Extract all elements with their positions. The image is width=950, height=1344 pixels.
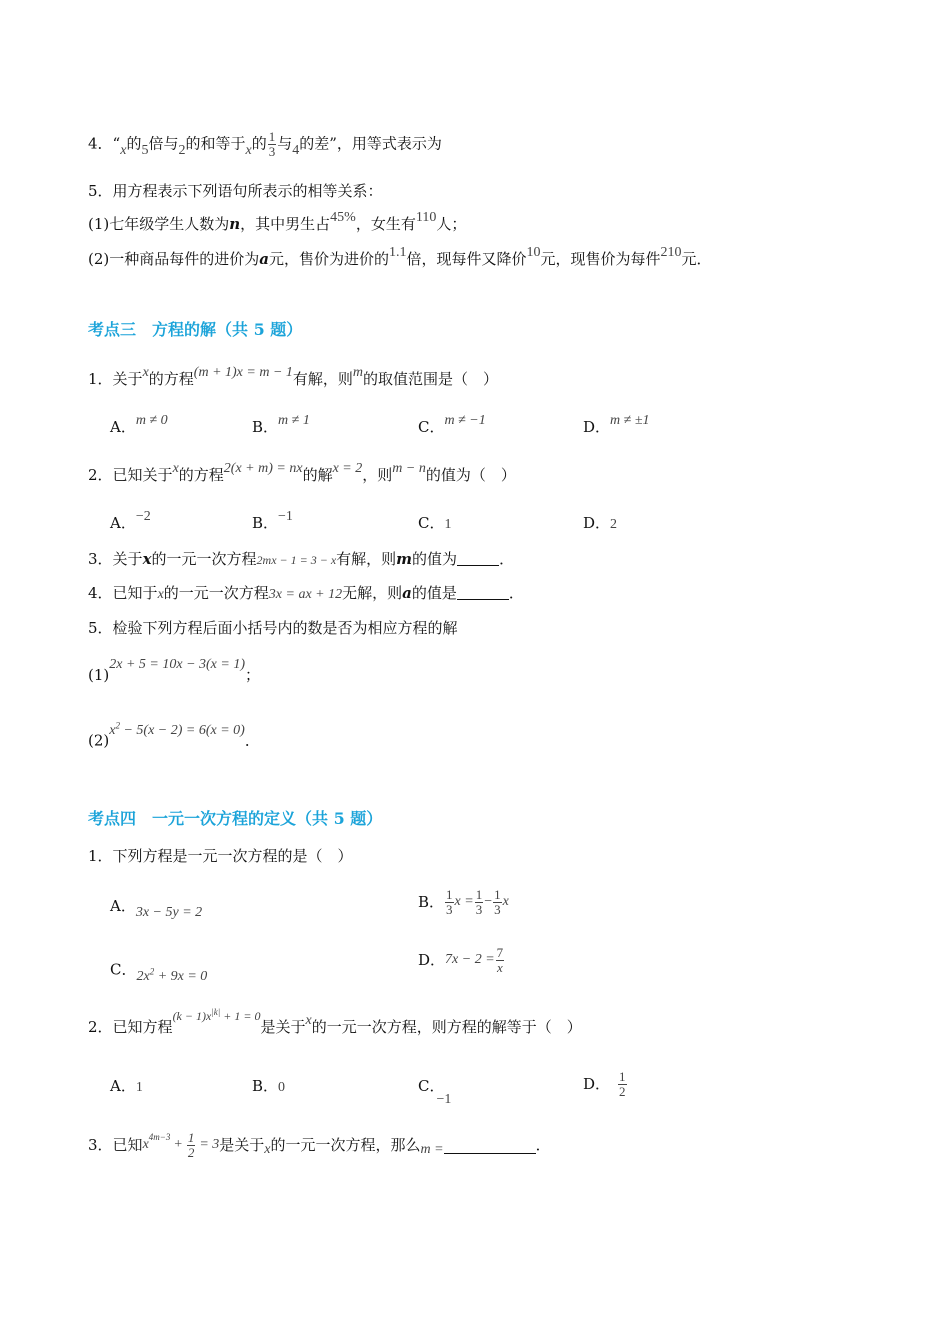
option-label: C． xyxy=(418,1077,445,1095)
s4q1-option-a[interactable] xyxy=(110,895,202,919)
math-var: a xyxy=(259,250,269,268)
fraction-numerator: 1 xyxy=(446,886,453,902)
question-5-part-1 xyxy=(88,210,467,237)
fraction-numerator: 1 xyxy=(268,129,276,144)
math-num: 10 xyxy=(526,245,541,260)
text: ，女生有 xyxy=(355,215,416,233)
text: 是关于 xyxy=(260,1018,306,1036)
question-text: 下列方程是一元一次方程的是（ ） xyxy=(112,847,353,865)
s4q2-option-a[interactable] xyxy=(110,1075,143,1099)
answer-blank[interactable] xyxy=(444,1137,536,1154)
fraction xyxy=(618,1070,627,1099)
question-number: 2． xyxy=(88,466,113,484)
math-equation: (m + 1)x = m − 1 xyxy=(193,365,293,380)
s4q2-option-d[interactable] xyxy=(583,1062,628,1106)
text: 关于 xyxy=(112,550,143,568)
answer-blank[interactable] xyxy=(457,549,499,566)
math-exponent: |k| xyxy=(211,1007,221,1017)
text: 是关于 xyxy=(219,1136,265,1154)
fraction-numerator: 7 xyxy=(496,944,504,960)
question-number: 4． xyxy=(88,584,113,602)
question-number: 3． xyxy=(88,1136,113,1154)
text: 的 xyxy=(251,134,267,153)
text: 的一元一次方程，那么 xyxy=(270,1136,421,1154)
option-label: B． xyxy=(252,514,279,532)
text: 的解 xyxy=(302,466,333,484)
math-text: 2x xyxy=(136,968,150,984)
math-var: x xyxy=(109,722,116,738)
text: 已知关于 xyxy=(112,466,173,484)
text: 人； xyxy=(436,215,467,233)
math-num: 1.1 xyxy=(389,245,407,260)
s3q5-part-2 xyxy=(88,720,260,754)
option-label: C． xyxy=(110,960,137,979)
question-4-prev xyxy=(88,130,442,159)
s4q1-option-c[interactable] xyxy=(110,955,207,983)
fraction xyxy=(493,888,502,917)
fraction xyxy=(445,888,454,917)
math-text: 7x − 2 = xyxy=(445,952,495,967)
text: 的值是 xyxy=(411,584,457,602)
text: 的值为（ ） xyxy=(425,466,516,484)
math-equation: x = 2 xyxy=(332,461,363,476)
math-var: x xyxy=(157,587,164,602)
text: 关于 xyxy=(112,370,143,388)
text: 已知 xyxy=(112,1136,143,1154)
text: 有解，则 xyxy=(292,370,353,388)
math-var: n xyxy=(229,215,241,233)
text: ． xyxy=(244,731,260,750)
text: 倍，现每件又降价 xyxy=(406,250,527,268)
s3q1-option-c[interactable] xyxy=(418,413,486,440)
s4-question-3 xyxy=(88,1125,551,1165)
text: 已知方程 xyxy=(112,1018,173,1036)
text: 元，售价为进价的 xyxy=(268,250,389,268)
text: 的 xyxy=(126,134,142,153)
math-equation xyxy=(143,1131,220,1160)
math-equation: 2(x + m) = nx xyxy=(223,461,303,476)
text: ． xyxy=(499,550,515,568)
text: (2)一种商品每件的进价为 xyxy=(88,250,260,268)
part-label: (2) xyxy=(88,731,110,750)
s3-question-5 xyxy=(88,617,458,639)
option-value xyxy=(136,966,208,984)
option-value: −2 xyxy=(135,509,151,524)
text: 的差”，用等式表示为 xyxy=(299,134,442,153)
math-var: x xyxy=(172,461,179,476)
option-value: 0 xyxy=(278,1080,286,1095)
math-text: (k − 1)x xyxy=(172,1009,212,1023)
text: 的方程 xyxy=(178,466,224,484)
s3q2-option-a[interactable] xyxy=(110,509,151,536)
fraction xyxy=(187,1131,196,1160)
math-equation xyxy=(109,720,245,738)
math-var: x xyxy=(245,142,252,158)
fraction-denominator: 3 xyxy=(494,901,501,917)
s3q1-option-a[interactable] xyxy=(110,413,168,440)
text: 的一元一次方程 xyxy=(163,584,269,602)
option-value: 2 xyxy=(610,517,618,532)
s3q2-option-c[interactable] xyxy=(418,512,451,536)
s3-question-1 xyxy=(88,365,499,392)
section-4-heading: 考点四 一元一次方程的定义（共 5 题） xyxy=(88,809,383,828)
section-3-heading: 考点三 方程的解（共 5 题） xyxy=(88,320,303,339)
s4q2-option-b[interactable] xyxy=(252,1075,285,1099)
text: 的一元一次方程，则方程的解等于（ ） xyxy=(311,1018,582,1036)
s4q1-option-b[interactable] xyxy=(418,882,509,922)
math-exponent: 2 xyxy=(115,720,120,730)
option-label: D． xyxy=(583,418,611,436)
math-exponent: 4m−3 xyxy=(148,1132,171,1142)
text: 有解，则 xyxy=(336,550,397,568)
math-num: 110 xyxy=(415,210,437,225)
option-value: −1 xyxy=(436,1092,452,1107)
fraction-denominator: 3 xyxy=(446,901,453,917)
text: 无解，则 xyxy=(342,584,403,602)
math-operator: − xyxy=(484,894,493,909)
math-num: 210 xyxy=(660,245,682,260)
option-label: A． xyxy=(110,418,136,436)
option-value: 3x − 5y = 2 xyxy=(135,905,203,920)
fraction-denominator: x xyxy=(497,959,503,975)
option-label: B． xyxy=(252,1077,279,1095)
math-var: m xyxy=(396,550,413,568)
math-num: 45% xyxy=(330,210,356,225)
option-label: A． xyxy=(110,514,136,532)
option-label: C． xyxy=(418,418,445,436)
text: 的方程 xyxy=(148,370,194,388)
math-equation: 2x + 5 = 10x − 3(x = 1) xyxy=(109,657,246,672)
math-exponent: 2 xyxy=(149,966,155,976)
text: 已知于 xyxy=(112,584,158,602)
s3q5-part-1 xyxy=(88,657,261,688)
s4q2-option-c[interactable] xyxy=(418,1075,459,1107)
fraction-denominator: 2 xyxy=(619,1083,626,1099)
question-number: 1． xyxy=(88,847,113,865)
text: 的和等于 xyxy=(185,134,246,153)
s3q2-option-d[interactable] xyxy=(583,512,617,536)
text: 与 xyxy=(277,134,293,153)
question-5-part-2 xyxy=(88,245,712,272)
option-value: m ≠ 1 xyxy=(278,413,310,428)
text: ，则 xyxy=(362,466,393,484)
fraction-denominator: 2 xyxy=(187,1144,195,1160)
math-var: x xyxy=(305,1013,312,1028)
option-value: −1 xyxy=(278,509,293,524)
fraction-denominator: 3 xyxy=(268,144,276,159)
option-value: m ≠ ±1 xyxy=(610,413,650,428)
fraction xyxy=(475,888,484,917)
s3q1-option-b[interactable] xyxy=(252,413,310,440)
s3q1-option-d[interactable] xyxy=(583,413,650,440)
math-equation: 2mx − 1 = 3 − x xyxy=(256,553,337,567)
s3-question-2 xyxy=(88,461,516,488)
fraction-numerator: 1 xyxy=(187,1129,195,1145)
text: ． xyxy=(508,584,524,602)
math-text: = 3 xyxy=(199,1137,220,1152)
option-value: 1 xyxy=(135,1080,143,1095)
question-number: 5． xyxy=(88,619,113,637)
math-text: x = xyxy=(454,894,474,909)
option-label: B． xyxy=(252,418,279,436)
text: 倍与 xyxy=(148,134,179,153)
text: “ xyxy=(112,134,121,153)
fraction xyxy=(268,130,277,159)
part-label: (1) xyxy=(88,666,110,684)
math-text: − 5(x − 2) = 6(x = 0) xyxy=(119,722,245,738)
question-number: 3． xyxy=(88,550,113,568)
math-var: x xyxy=(142,1137,149,1152)
text: 元． xyxy=(681,250,712,268)
option-label: A． xyxy=(110,1077,136,1095)
option-label: C． xyxy=(418,514,445,532)
fraction xyxy=(496,946,505,975)
option-label: D． xyxy=(418,951,446,969)
text: ． xyxy=(535,1136,551,1154)
text: (1)七年级学生人数为 xyxy=(88,215,230,233)
math-var: x xyxy=(142,550,152,568)
fraction-numerator: 1 xyxy=(475,886,483,902)
question-number: 2． xyxy=(88,1018,113,1036)
math-var: x xyxy=(142,365,149,380)
answer-blank[interactable] xyxy=(457,583,509,600)
s4q1-option-d[interactable] xyxy=(418,940,505,980)
math-num: 5 xyxy=(141,142,149,158)
question-number: 5． xyxy=(88,182,113,200)
question-text: 检验下列方程后面小括号内的数是否为相应方程的解 xyxy=(112,619,458,637)
option-value: 1 xyxy=(444,517,452,532)
text: 的一元一次方程 xyxy=(151,550,257,568)
s3-question-3 xyxy=(88,548,514,571)
fraction-denominator: 3 xyxy=(475,901,483,917)
text: 元，现售价为每件 xyxy=(540,250,661,268)
s3q2-option-b[interactable] xyxy=(252,509,293,536)
math-var: x xyxy=(264,1142,271,1157)
math-num: 2 xyxy=(178,142,186,158)
question-5-prev xyxy=(88,180,383,202)
question-number: 1． xyxy=(88,370,113,388)
option-label: D． xyxy=(583,514,611,532)
math-var: x xyxy=(502,894,509,909)
fraction-numerator: 1 xyxy=(494,886,501,902)
s4-question-1 xyxy=(88,845,353,867)
math-num: 4 xyxy=(292,142,300,158)
text: 的值为 xyxy=(412,550,458,568)
math-equation xyxy=(173,1009,261,1023)
option-label: B． xyxy=(418,893,445,911)
option-value: m ≠ 0 xyxy=(135,413,168,428)
math-text: m = xyxy=(420,1142,444,1157)
math-text: + 9x = 0 xyxy=(154,968,208,984)
question-number: 4． xyxy=(88,134,113,153)
text: ； xyxy=(245,666,261,684)
question-text: 用方程表示下列语句所表示的相等关系： xyxy=(112,182,383,200)
text: ，其中男生占 xyxy=(240,215,331,233)
math-text: + 1 = 0 xyxy=(220,1009,261,1023)
fraction-numerator: 1 xyxy=(619,1068,626,1084)
s3-question-4 xyxy=(88,582,524,606)
math-var: x xyxy=(120,142,127,158)
math-expression: m − n xyxy=(392,461,426,476)
math-operator: + xyxy=(173,1137,183,1152)
option-value: m ≠ −1 xyxy=(444,413,486,428)
math-var: a xyxy=(402,584,412,602)
text: 的取值范围是（ ） xyxy=(363,370,499,388)
math-var: m xyxy=(352,365,364,380)
option-label: A． xyxy=(110,897,136,915)
s4-question-2 xyxy=(88,1007,582,1040)
math-equation: 3x = ax + 12 xyxy=(268,587,343,602)
option-label: D． xyxy=(583,1075,611,1093)
